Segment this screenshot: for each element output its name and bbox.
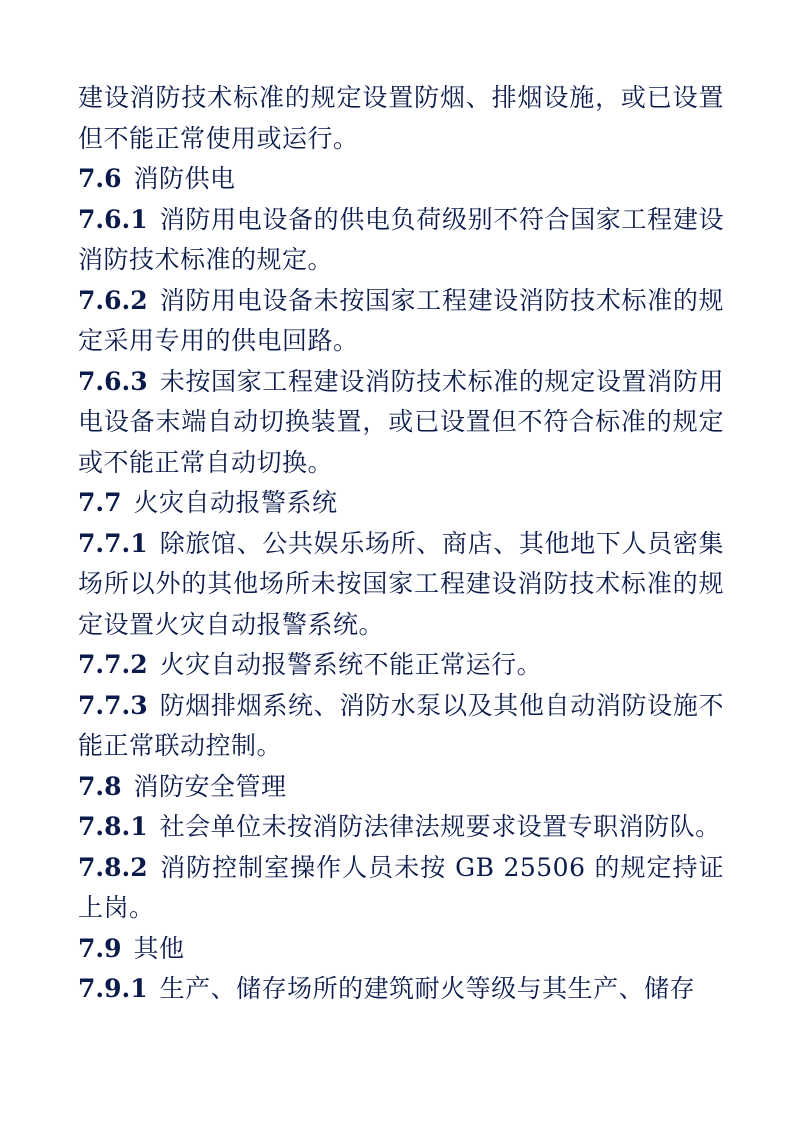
clause-text: 生产、储存场所的建筑耐火等级与其生产、储存	[159, 974, 696, 1003]
clause-7-7-3	[78, 686, 724, 767]
clause-number: 7.8.2	[78, 852, 148, 882]
intro-paragraph	[78, 78, 724, 159]
clause-7-7-2	[78, 645, 724, 686]
clause-number: 7.7.3	[78, 690, 148, 720]
section-number: 7.6	[78, 164, 122, 193]
intro-text: 建设消防技术标准的规定设置防烟、排烟设施，或已设置但不能正常使用或运行。	[78, 83, 724, 153]
clause-text: 社会单位未按消防法律法规要求设置专职消防队。	[159, 812, 721, 841]
section-title: 火灾自动报警系统	[133, 488, 338, 517]
clause-text: 未按国家工程建设消防技术标准的规定设置消防用电设备末端自动切换装置，或已设置但不符合标准的规定或不能正常自动切换。	[78, 366, 724, 477]
section-number: 7.7	[78, 488, 122, 517]
section-heading-7-6	[78, 159, 724, 200]
section-number: 7.8	[78, 771, 122, 801]
section-number: 7.9	[78, 933, 122, 963]
clause-number: 7.8.1	[78, 812, 148, 841]
clause-text: 消防控制室操作人员未按 GB 25506 的规定持证上岗。	[78, 852, 724, 922]
clause-text: 消防用电设备未按国家工程建设消防技术标准的规定采用专用的供电回路。	[78, 285, 724, 355]
clause-7-8-2	[78, 848, 724, 929]
clause-7-6-3	[78, 362, 724, 484]
clause-text: 消防用电设备的供电负荷级别不符合国家工程建设消防技术标准的规定。	[78, 204, 724, 274]
section-heading-7-8	[78, 767, 724, 808]
clause-text: 除旅馆、公共娱乐场所、商店、其他地下人员密集场所以外的其他场所未按国家工程建设消防技术标准的规定设置火灾自动报警系统。	[78, 528, 724, 639]
section-title: 消防安全管理	[133, 771, 287, 801]
clause-number: 7.6.1	[78, 204, 148, 234]
clause-number: 7.7.1	[78, 528, 148, 558]
section-heading-7-7	[78, 483, 724, 524]
clause-number: 7.7.2	[78, 650, 148, 679]
clause-text: 防烟排烟系统、消防水泵以及其他自动消防设施不能正常联动控制。	[78, 690, 724, 760]
clause-7-6-1	[78, 200, 724, 281]
clause-number: 7.6.3	[78, 366, 148, 396]
clause-number: 7.9.1	[78, 974, 148, 1003]
clause-text: 火灾自动报警系统不能正常运行。	[159, 650, 543, 679]
section-heading-7-9	[78, 929, 724, 970]
clause-7-9-1	[78, 969, 724, 1010]
section-title: 其他	[133, 933, 185, 963]
document-page	[78, 78, 724, 1010]
clause-number: 7.6.2	[78, 285, 148, 315]
clause-7-7-1	[78, 524, 724, 646]
clause-7-8-1	[78, 807, 724, 848]
clause-7-6-2	[78, 281, 724, 362]
section-title: 消防供电	[133, 164, 236, 193]
